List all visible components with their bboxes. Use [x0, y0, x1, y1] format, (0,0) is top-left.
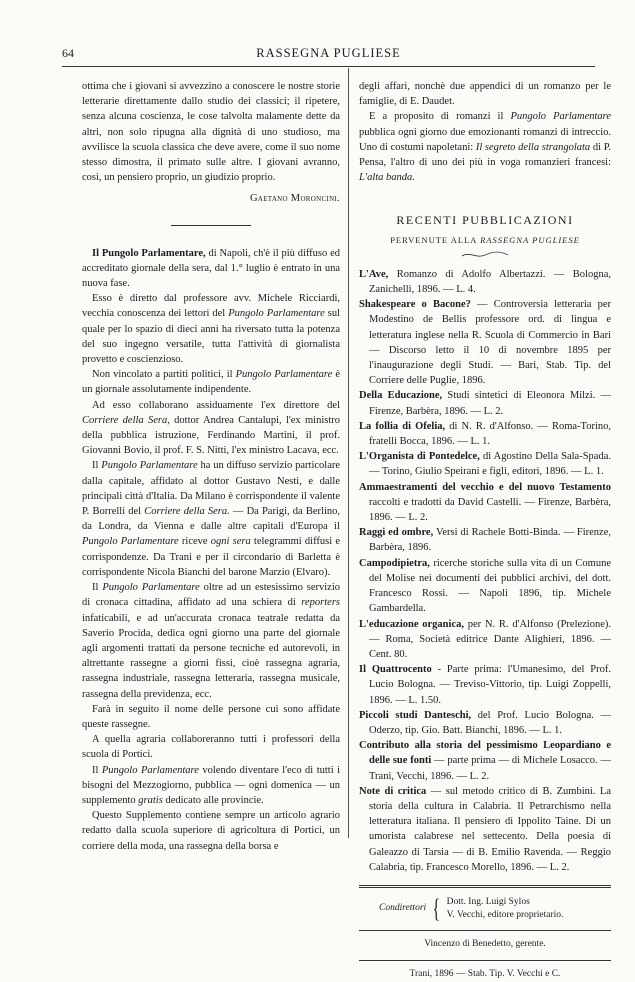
- ornament-swash-icon: [460, 251, 510, 259]
- paragraph: E a proposito di romanzi il Pungolo Parlamentare pubblica ogni giorno due emozionanti romanzi di intreccio. Uno di costumi napoletani: Il segreto della strangolata di P. Pensa, l'altro di uno dei più in voga romanzieri francesi: L'alta banda.: [359, 111, 611, 184]
- gerente-line: Vincenzo di Benedetto, gerente.: [424, 938, 546, 949]
- paragraph: Non vincolato a partiti politici, il Pungolo Parlamentare è un giornale assolutamente indipendente.: [82, 369, 340, 396]
- page-number: 64: [62, 46, 74, 60]
- publication-entry: [359, 480, 611, 526]
- publication-entry: [359, 388, 611, 418]
- article-divider: [171, 225, 251, 226]
- publication-title: L'educazione organica,: [359, 618, 464, 630]
- left-column: [82, 79, 340, 854]
- publication-details: Versi di Rachele Botti-Binda. — Firenze, Barbèra, 1896.: [369, 527, 612, 554]
- publication-entry: [359, 267, 611, 297]
- publication-entry: [359, 784, 611, 875]
- column-divider: [348, 68, 349, 838]
- footer-double-rule: [359, 885, 611, 888]
- section-title: RECENTI PUBBLICAZIONI: [396, 213, 574, 228]
- publication-title: Piccoli studi Danteschi,: [359, 709, 472, 721]
- publication-title: L'Ave,: [359, 268, 389, 280]
- publications-list: [359, 267, 611, 875]
- publication-title: L'Organista di Pontedelce,: [359, 451, 480, 463]
- paragraph: Il Pungolo Parlamentare oltre ad un estesissimo servizio di cronaca cittadina, affidato ad una schiera di reporters infaticabili, e ad un'accurata cronaca teatrale redatta da Saverio Procida, dedica ogni giorno una parte del giornale agli argomenti trattati da persone tecniche ed autorevoli, in altrettante rassegne a giorni fissi, cioè rassegna agraria, rassegna industriale, rassegna letteraria, rassegna musicale, rassegna della previdenza, ecc.: [82, 582, 340, 700]
- footer-rule: [359, 930, 611, 931]
- publication-details: — sul metodo critico di B. Zumbini. La storia della cultura in Calabria. Il Petrarchismo nella letteratura italiana. Il pensiero di Ippolito Taine. Di un umorista calabrese nel settecento. Della poesia di Galeazzo di Tarsia — di B. Emilio Ravenda. — Reggio Calabria, tip. Francesco Morello, 1896. — L. 2.: [369, 785, 612, 873]
- publication-entry: [359, 662, 611, 708]
- continued-paragraph: degli affari, nonchè due appendici di un romanzo per le famiglie, di E. Daudet.: [359, 81, 611, 108]
- publication-entry: [359, 297, 611, 388]
- paragraph: A quella agraria collaboreranno tutti i professori della scuola di Portici.: [82, 734, 340, 761]
- publication-details: ricerche storiche sulla vita di un Comune del Molise nei documenti dei pubblici archivi, del dott. Francesco Rossi. — Napoli 1896, tip. Michele Gambardella.: [369, 557, 611, 615]
- paragraph: Il Pungolo Parlamentare, di Napoli, ch'è il più diffuso ed accreditato giornale della sera, dal 1.° luglio è entrato in una nuova fase.: [82, 247, 340, 290]
- publication-details: raccolti e tradotti da David Castelli. — Firenze, Barbèra, 1896. — L. 2.: [369, 496, 611, 524]
- publication-title: Ammaestramenti del vecchio e del nuovo Testamento: [359, 481, 611, 493]
- publication-title: Il Quattrocento: [359, 664, 432, 676]
- header-rule: [62, 66, 595, 67]
- publication-entry: [359, 708, 611, 738]
- publication-details: del Prof. Lucio Bologna. — Oderzo, tip. Gio. Batt. Bianchi, 1896. — L. 1.: [369, 709, 612, 736]
- journal-title: RASSEGNA PUGLIESE: [256, 46, 401, 60]
- publication-title: Contributo alla storia del pessimismo Leopardiano e delle sue fonti: [359, 740, 611, 767]
- publication-details: - Parte prima: l'Umanesimo, del Prof. Lucio Bologna. — Treviso-Vittorio, tip. Luigi Zoppelli, 1896. — L. 1.50.: [369, 664, 611, 706]
- paragraph: Questo Supplemento contiene sempre un articolo agrario redatto dalla scuola superiore di agricoltura di Portici, un corriere della moda, una rassegna della borsa e: [82, 810, 340, 852]
- publication-title: La follia di Ofelia,: [359, 420, 446, 432]
- publication-entry: [359, 525, 611, 555]
- publication-title: Campodipietra,: [359, 557, 430, 569]
- publication-details: Studi sintetici di Eleonora Milzi. — Firenze, Barbèra, 1896. — L. 2.: [369, 390, 612, 417]
- directors-label: Condirettori: [379, 903, 427, 914]
- right-column: [359, 79, 611, 982]
- newspaper-name: Il Pungolo Parlamentare,: [92, 247, 206, 259]
- paragraph: Esso è diretto dal professore avv. Michele Ricciardi, vecchia conoscenza dei lettori del Pungolo Parlamentare sul quale per lo spazio di dieci anni ha riversato tutta la potenza del suo ingegno versatile, tutta l'attività di giornalista provetto e coscienzioso.: [82, 293, 340, 366]
- publication-entry: [359, 738, 611, 784]
- publication-title: Raggi ed ombre,: [359, 527, 434, 539]
- publication-details: per N. R. d'Alfonso (Prelezione). — Roma, Società editrice Dante Alighieri, 1896. — Cent. 80.: [369, 618, 611, 660]
- publication-details: Romanzo di Adolfo Albertazzi. — Bologna, Zanichelli, 1896. — L. 4.: [369, 268, 611, 296]
- publication-title: Note di critica: [359, 785, 427, 797]
- publication-entry: [359, 419, 611, 449]
- publication-details: di Agostino Della Sala-Spada. — Torino, Giulio Speirani e figli, editori, 1896. — L. 1.: [369, 451, 611, 478]
- director-name: V. Vecchi, editore proprietario.: [446, 909, 564, 920]
- paragraph: Il Pungolo Parlamentare volendo diventare l'eco di tutti i bisogni del Mezzogiorno, pubblica — ogni domenica — un supplemento gratis dedicato alle provincie.: [82, 764, 340, 806]
- publication-entry: [359, 449, 611, 479]
- paragraph: Farà in seguito il nome delle persone cui sono affidate queste rassegne.: [82, 703, 340, 730]
- continued-paragraph: ottima che i giovani si avvezzino a conoscere le nostre storie letterarie direttamente dallo studio dei classici; il ripetere, senza alcuna coscienza, le cose talvolta malamente dette da altri, non solo ripugna alla dignità di uno studioso, ma avvilisce la scuola classica che deve avere, come il suo nome stesso dimostra, il primato sulle altre. I giovani avranno, così, un pensiero proprio, un giudizio proprio.: [82, 81, 340, 184]
- publication-title: Della Educazione,: [359, 390, 443, 402]
- paragraph: Il Pungolo Parlamentare ha un diffuso servizio particolare dalla capitale, affidato al dottor Gustavo Nesti, e dalle principali città d'Italia. Da Milano è corrispondente il valente P. Borrelli del Corriere della Sera. — Da Parigi, da Berlino, da Londra, da Vienna e dalle altre capitali d'Europa il Pungolo Parlamentare riceve ogni sera telegrammi diffusi e corrispondenze. Da Trani e per il circondario di Barletta è corrispondente Nicola Bianchi del barone Marzio (Elvaro).: [82, 460, 341, 578]
- director-name: Dott. Ing. Luigi Sylos: [446, 896, 530, 907]
- publication-title: Shakespeare o Bacone?: [359, 299, 471, 311]
- imprint-line: Trani, 1896 — Stab. Tip. V. Vecchi e C.: [409, 969, 561, 980]
- brace-icon: {: [432, 893, 441, 923]
- publication-details: — parte prima — di Michele Losacco. — Trani, Vecchi, 1896. — L. 2.: [369, 755, 611, 782]
- author-signature: Gaetano Moroncini.: [249, 193, 340, 205]
- paragraph: Ad esso collaborano assiduamente l'ex direttore del Corriere della Sera, dottor Andrea Cantalupi, l'ex ministro della pubblica istruzione, Ferdinando Martini, il prof. Giovanni Bovio, il prof. F. S. Nitti, l'ex ministro Lacava, ecc.: [82, 399, 340, 457]
- publication-details: di N. R. d'Alfonso. — Roma-Torino, fratelli Bocca, 1896. — L. 1.: [369, 420, 612, 448]
- section-subtitle: PERVENUTE ALLA RASSEGNA PUGLIESE: [390, 234, 580, 245]
- page-header: [62, 46, 595, 62]
- publication-details: — Controversia letteraria per Modestino de Bellis professore ord. di lingua e letteratura inglese nella R. Scuola di Commercio in Bari — Discorso letto il 10 di novembre 1895 per l'inaugurazione degli Studi. — Bari, Stab. Tip. del Corriere delle Puglie, 1896.: [369, 299, 611, 387]
- publication-entry: [359, 556, 611, 617]
- publication-entry: [359, 617, 611, 663]
- footer-rule: [359, 960, 611, 961]
